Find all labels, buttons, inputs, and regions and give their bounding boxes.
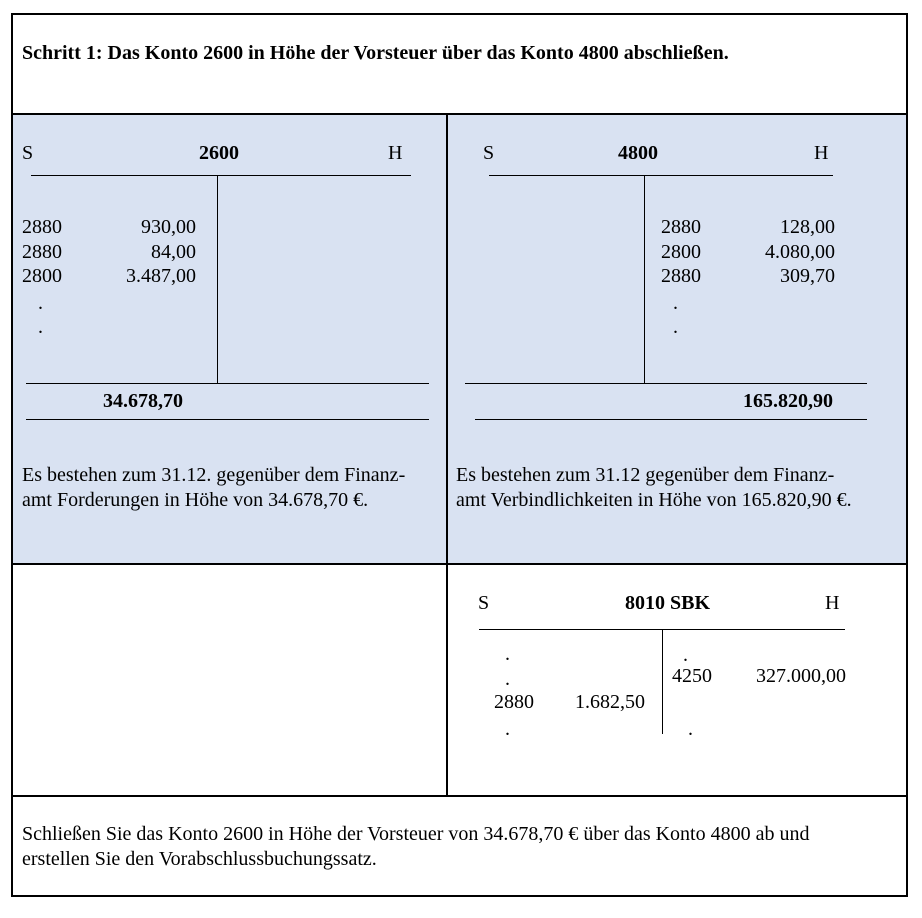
account-note: Es bestehen zum 31.12. gegenüber dem Finanz- amt Forderungen in Höhe von 34.678,70 €.	[22, 464, 406, 511]
account-total: 165.820,90	[743, 390, 833, 412]
divider-middle	[11, 563, 908, 565]
task-instruction: Schließen Sie das Konto 2600 in Höhe der Vorsteuer von 34.678,70 € über das Konto 4800 ab und erstellen Sie den Vorabschlussbuchungssatz.	[22, 823, 810, 870]
debit-label: S	[22, 142, 34, 164]
credit-label: H	[825, 592, 840, 614]
t-account-center-line	[644, 175, 645, 383]
row-amount: 327.000,00	[756, 665, 846, 687]
row-account: 2880	[22, 216, 62, 238]
row-amount: 1.682,50	[575, 691, 645, 713]
account-number: 2600	[199, 142, 239, 164]
row-amount: 84,00	[151, 241, 196, 263]
row-amount: 3.487,00	[126, 265, 196, 287]
debit-label: S	[478, 592, 490, 614]
account-note: Es bestehen zum 31.12 gegenüber dem Finanz- amt Verbindlichkeiten in Höhe von 165.820,90 €.	[456, 464, 852, 511]
t-account-center-line	[662, 629, 663, 734]
row-amount: 4.080,00	[765, 241, 835, 263]
credit-label: H	[388, 142, 403, 164]
continuation-dot: .	[38, 316, 43, 338]
row-account: 2800	[661, 241, 701, 263]
row-amount: 309,70	[780, 265, 835, 287]
continuation-dot: .	[673, 292, 678, 314]
total-bottom-line	[475, 419, 867, 420]
divider-footer	[11, 795, 908, 797]
debit-label: S	[483, 142, 495, 164]
row-account: 2880	[22, 241, 62, 263]
row-account: 2880	[661, 265, 701, 287]
t-account-top-line	[31, 175, 411, 176]
table-frame	[11, 13, 908, 897]
t-account-center-line	[217, 175, 218, 383]
continuation-dot: .	[38, 292, 43, 314]
row-account: 2880	[494, 691, 534, 713]
row-amount: 128,00	[780, 216, 835, 238]
account-total: 34.678,70	[103, 390, 183, 412]
divider-vertical	[446, 113, 448, 797]
row-account: 2800	[22, 265, 62, 287]
account-number: 8010 SBK	[625, 592, 711, 614]
row-amount: 930,00	[141, 216, 196, 238]
row-account: 2880	[661, 216, 701, 238]
page-title: Schritt 1: Das Konto 2600 in Höhe der Vorsteuer über das Konto 4800 abschließen.	[22, 42, 729, 64]
account-number: 4800	[618, 142, 658, 164]
row-account: 4250	[672, 665, 712, 687]
continuation-dot: .	[505, 643, 510, 665]
continuation-dot: .	[688, 718, 693, 740]
continuation-dot: .	[505, 718, 510, 740]
total-top-line	[26, 383, 429, 384]
continuation-dot: .	[673, 316, 678, 338]
divider-header	[11, 113, 908, 115]
continuation-dot: .	[505, 668, 510, 690]
t-account-top-line	[489, 175, 833, 176]
credit-label: H	[814, 142, 829, 164]
continuation-dot: .	[683, 644, 688, 666]
total-top-line	[465, 383, 867, 384]
total-bottom-line	[26, 419, 429, 420]
